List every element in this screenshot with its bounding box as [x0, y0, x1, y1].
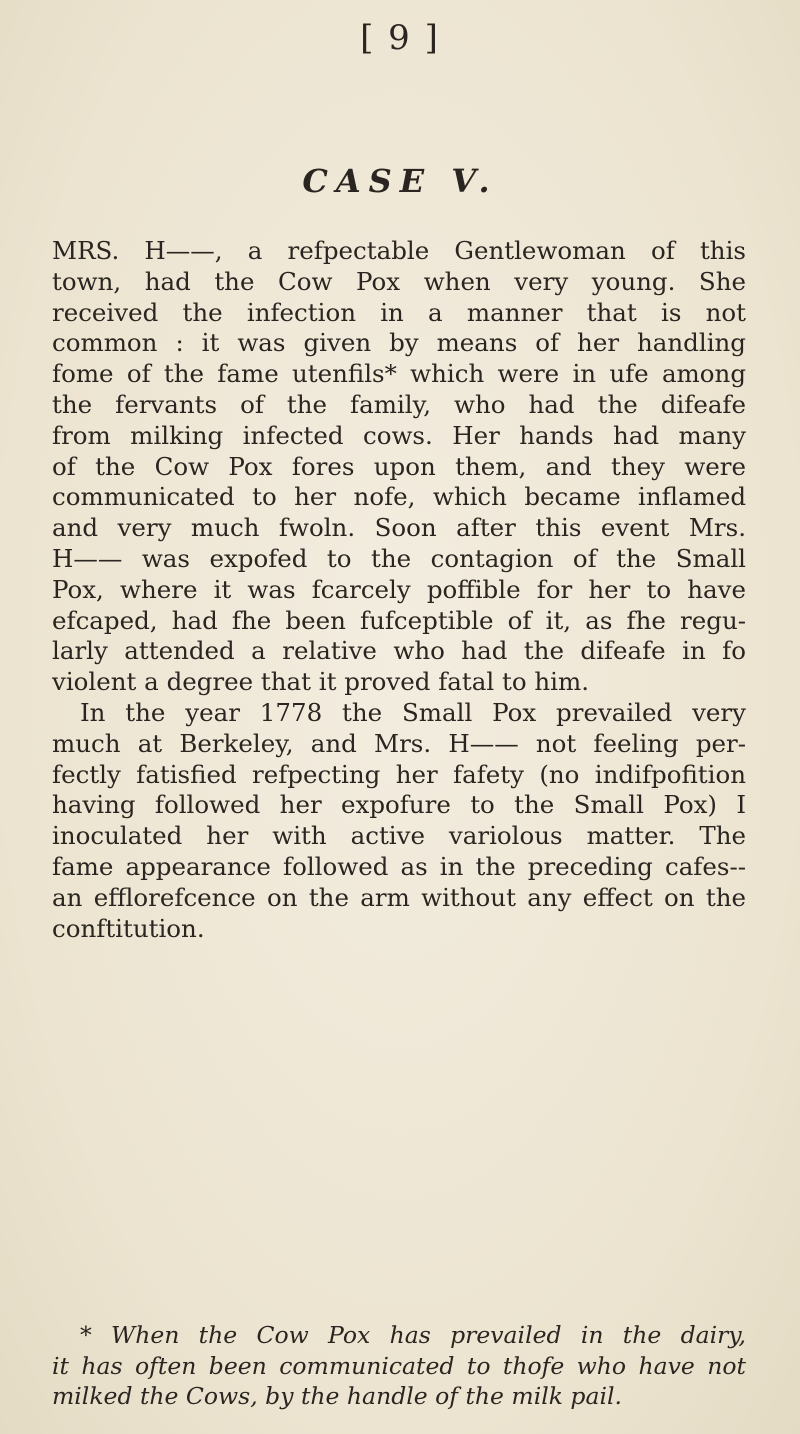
footnote-line: it has often been communicated to thofe who have not [52, 1351, 746, 1380]
footnote-line: * When the Cow Pox has prevailed in the dairy, [80, 1321, 746, 1349]
text-line: fome of the fame utenfils* which were in ufe among [52, 359, 746, 389]
body-text [52, 236, 746, 944]
text-line: inoculated her with active variolous matter. The [52, 821, 746, 851]
text-line: of the Cow Pox fores upon them, and they were [52, 451, 746, 481]
page-number: [ 9 ] [360, 18, 440, 58]
text-line: from milking infected cows. Her hands had many [52, 420, 746, 450]
text-line: fame appearance followed as in the preceding cafes-- [52, 851, 746, 881]
text-line: conftitution. [52, 913, 205, 943]
footnote-line: milked the Cows, by the handle of the milk pail. [52, 1382, 622, 1410]
text-line: town, had the Cow Pox when very young. She [52, 266, 746, 296]
text-line: having followed her expofure to the Small Pox) I [52, 790, 746, 820]
text-line: violent a degree that it proved fatal to him. [52, 667, 589, 697]
case-heading: CASE V. [302, 162, 498, 200]
text-line: and very much fwoln. Soon after this event Mrs. [52, 513, 746, 543]
text-line: larly attended a relative who had the difeafe in fo [52, 636, 746, 666]
text-line: H—— was expofed to the contagion of the Small [52, 543, 746, 573]
footnote [52, 1320, 746, 1412]
text-line: efcaped, had fhe been fufceptible of it, as fhe regu- [52, 605, 746, 635]
text-line: an efflorefcence on the arm without any effect on the [52, 882, 746, 912]
text-line: Pox, where it was fcarcely poffible for her to have [52, 574, 746, 604]
text-line: common : it was given by means of her handling [52, 328, 746, 358]
text-line: the fervants of the family, who had the difeafe [52, 389, 746, 419]
text-line: fectly fatisfied refpecting her fafety (no indifpofition [52, 759, 746, 789]
text-line: much at Berkeley, and Mrs. H—— not feeling per- [52, 728, 746, 758]
text-line: communicated to her nofe, which became inflamed [52, 482, 746, 512]
text-line: In the year 1778 the Small Pox prevailed very [80, 697, 746, 727]
text-line: MRS. H——, a refpectable Gentlewoman of this [52, 236, 746, 265]
text-line: received the infection in a manner that is not [52, 297, 746, 327]
